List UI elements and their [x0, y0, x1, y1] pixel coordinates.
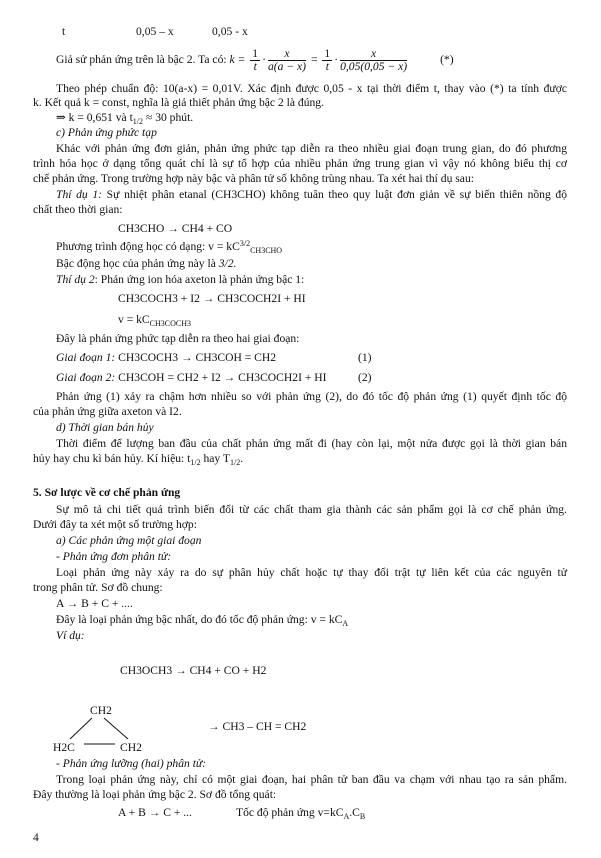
paragraph-line: Dưới đây ta xét một số trường hợp: [33, 518, 197, 531]
rate-equation-line: Giả sử phản ứng trên là bậc 2. Ta có: k = $\frac{1}{t}$ · $\frac{x}{a(a - x)}$ = $\frac{1}{t}$ · $\frac{x}{0,05(0,05 - x)}$ (*) [56, 47, 454, 73]
equation-dimethyl-ether: CH3OCH3 → CH4 + CO + H2 [120, 664, 267, 677]
bimolecular-scheme: A + B → C + ... [118, 806, 192, 819]
paragraph-line: Đây thường là loại phản ứng bậc 2. Sơ đồ tổng quát: [33, 788, 277, 801]
section-heading-d: d) Thời gian bán hủy [56, 421, 154, 434]
cyclopropane-left: H2C [53, 741, 75, 754]
paragraph-line: k. Kết quả k = const, nghĩa là giả thiết phản ứng bậc 2 là đúng. [33, 96, 325, 109]
stage-1-number: (1) [358, 351, 372, 364]
example-1-line: Thí dụ 1: Sự nhiệt phân etanal (CH3CHO) không tuân theo quy luật đơn giản về sự biến thiên nồng độ [56, 188, 568, 201]
stage-1: Giai đoạn 1: CH3COCH3 → CH3COH = CH2 [56, 351, 277, 364]
paragraph-line: của phản ứng giữa axeton và I2. [33, 405, 182, 418]
rate-acetone: $v = kC_{CH3COCH3}$ [118, 313, 192, 328]
section-5-heading: 5. Sơ lược về cơ chế phản ứng [33, 486, 181, 499]
paragraph-line: Loại phản ứng này xảy ra do sự phân hủy chất hoặc tự thay đổi trật tự liên kết của các nguyên tử [56, 566, 567, 579]
paragraph-line: Khác với phản ứng đơn giản, phản ứng phức tạp diễn ra theo nhiều giai đoạn trung gian, do đó phương [56, 142, 567, 155]
paragraph-line: Trong loại phản ứng này, chỉ có một giai đoạn, hai phân tử ban đầu va chạm với nhau tạo ra sản phẩm. [56, 773, 567, 786]
section-heading-c: c) Phản ứng phức tạp [56, 126, 157, 139]
kinetic-equation: Phương trình động học có dạng: $v = kC^{3/2}_{CH3CHO}$ [56, 239, 283, 255]
example-2-line: Thí dụ 2: Phản ứng ion hóa axeton là phản ứng bậc 1: [56, 273, 305, 286]
paragraph-line: Thời điểm để lượng ban đầu của chất phản ứng mất đi (hay còn lại, một nửa được gọi là thời gian bán [56, 437, 567, 450]
general-scheme: A → B + C + .... [56, 597, 133, 610]
first-order-line: Đây là loại phản ứng bậc nhất, do đó tốc độ phản ứng: $v = kC_A$ [56, 613, 349, 628]
cyclopropane-right: CH2 [120, 741, 142, 754]
subheading-unimolecular: - Phản ứng đơn phân tử: [56, 550, 172, 563]
order-line: Bậc động học của phản ứng này là 3/2. [56, 257, 237, 270]
example-label: Ví dụ: [56, 629, 85, 642]
result-line: ⇒ k = 0,651 và $t_{1/2} \approx 30$ phút. [56, 111, 194, 126]
subheading-a: a) Các phản ứng một giai đoạn [56, 534, 202, 547]
propene-product: → CH3 – CH = CH2 [208, 720, 307, 733]
equation-acetone: CH3COCH3 + I2 → CH3COCH2I + HI [118, 292, 306, 305]
cyclopropane-top: CH2 [90, 704, 112, 717]
paragraph-line: Sự mô tả chi tiết quá trình biến đổi từ các chất tham gia thành các sản phẩm gọi là cơ chế phản ứng. [56, 503, 567, 516]
page-number: 4 [33, 831, 39, 844]
stage-2: Giai đoạn 2: CH3COH = CH2 + I2 → CH3COCH2I + HI [56, 371, 327, 384]
subheading-bimolecular: - Phản ứng lưỡng (hai) phân tử: [56, 757, 207, 770]
paragraph-line: chất theo thời gian: [33, 203, 123, 216]
paragraph-line: trong phân tử. Sơ đồ chung: [33, 581, 163, 594]
paragraph-line: Theo phép chuẩn độ: 10(a-x) = 0,01V. Xác định được 0,05 - x tại thời điểm t, thay vào (*) ta tính được [56, 82, 567, 95]
line-conc-2: 0,05 - x [212, 25, 248, 38]
line-t: t [62, 25, 66, 38]
paragraph-line: Phản ứng (1) xảy ra chậm hơn nhiều so với phản ứng (2), do đó tốc độ phản ứng (1) quyết định tốc độ [56, 390, 567, 403]
line-conc-1: 0,05 – x [136, 25, 174, 38]
equation-ethanal: CH3CHO → CH4 + CO [118, 222, 233, 235]
stage-2-number: (2) [358, 371, 372, 384]
paragraph-line: trình hóa học ở dạng tổng quát chỉ là sự tổ hợp của nhiều phản ứng trung gian vì vậy nó không biểu thị cơ [33, 157, 567, 170]
paragraph-line: Đây là phản ứng phức tạp diễn ra theo hai giai đoạn: [56, 332, 300, 345]
paragraph-line: chế phản ứng. Trong trường hợp này bậc và phân tử số không trùng nhau. Ta xét hai thí dụ sau: [33, 172, 474, 185]
bimolecular-rate: Tốc độ phản ứng $v=kC_A.C_B$ [236, 806, 366, 821]
paragraph-line: hủy hay chu kì bán hủy. Kí hiệu: $t_{1/2}$ hay $T_{1/2}$. [33, 452, 244, 467]
